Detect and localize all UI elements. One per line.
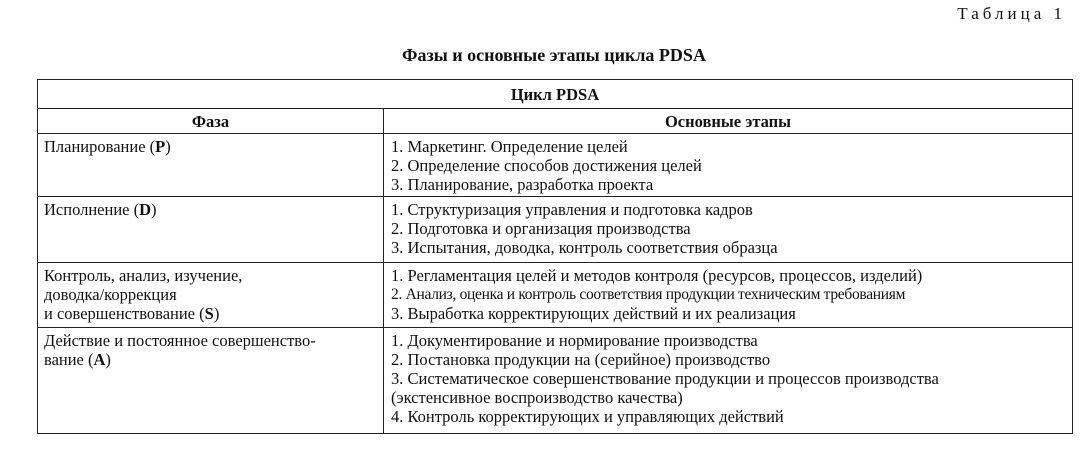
phase-code: S	[204, 304, 214, 323]
stage-item: 3. Планирование, разработка проекта	[391, 175, 654, 194]
caption-row	[38, 80, 1073, 109]
stage-item: 2. Определение способов достижения целей	[391, 156, 702, 175]
phase-code: A	[93, 350, 106, 369]
stage-item: 3. Систематическое совершенствование продукции и процессов производства	[391, 369, 939, 388]
stage-item: 3. Выработка корректирующих действий и их реализация	[391, 304, 796, 323]
stages-cell	[384, 197, 1073, 263]
stages-cell	[384, 134, 1073, 197]
phase-code: P	[155, 137, 166, 156]
table-title: Фазы и основные этапы цикла PDSA	[402, 45, 706, 65]
phase-line: Действие и постоянное совершенство-	[44, 331, 316, 350]
table-row	[38, 197, 1073, 263]
table-row	[38, 134, 1073, 197]
phase-line: Контроль, анализ, изучение,	[44, 266, 243, 285]
table-caption: Цикл PDSA	[38, 80, 1073, 109]
stage-item: 2. Постановка продукции на (серийное) производство	[391, 350, 771, 369]
pdsa-table	[37, 79, 1073, 434]
stage-item: 1. Документирование и нормирование производства	[391, 331, 758, 350]
stage-item: 1. Структуризация управления и подготовка кадров	[391, 200, 753, 219]
stage-item: 2. Анализ, оценка и контроль соответствия продукции техническим требованиям	[391, 286, 906, 303]
table-row	[38, 263, 1073, 328]
phase-code: D	[139, 200, 152, 219]
phase-cell	[38, 197, 384, 263]
stage-item: 1. Маркетинг. Определение целей	[391, 137, 628, 156]
header-stages: Основные этапы	[384, 109, 1073, 134]
table-row	[38, 328, 1073, 434]
stage-item: 4. Контроль корректирующих и управляющих действий	[391, 407, 784, 426]
phase-line: вание (A)	[44, 350, 111, 369]
stage-item: 3. Испытания, доводка, контроль соответствия образца	[391, 238, 778, 257]
stages-cell	[384, 328, 1073, 434]
phase-line: и совершенствование (S)	[44, 304, 220, 323]
stages-cell	[384, 263, 1073, 328]
header-row	[38, 109, 1073, 134]
stage-item: 1. Регламентация целей и методов контроля (ресурсов, процессов, изделий)	[391, 266, 923, 285]
header-phase: Фаза	[38, 109, 384, 134]
phase-line: Планирование (P)	[44, 137, 171, 156]
table-number: Таблица 1	[957, 4, 1066, 23]
stage-item: (экстенсивное воспроизводство качества)	[391, 388, 683, 407]
phase-cell	[38, 134, 384, 197]
phase-line: Исполнение (D)	[44, 200, 157, 219]
stage-item: 2. Подготовка и организация производства	[391, 219, 691, 238]
phase-line: доводка/коррекция	[44, 285, 177, 304]
phase-cell	[38, 328, 384, 434]
phase-cell	[38, 263, 384, 328]
